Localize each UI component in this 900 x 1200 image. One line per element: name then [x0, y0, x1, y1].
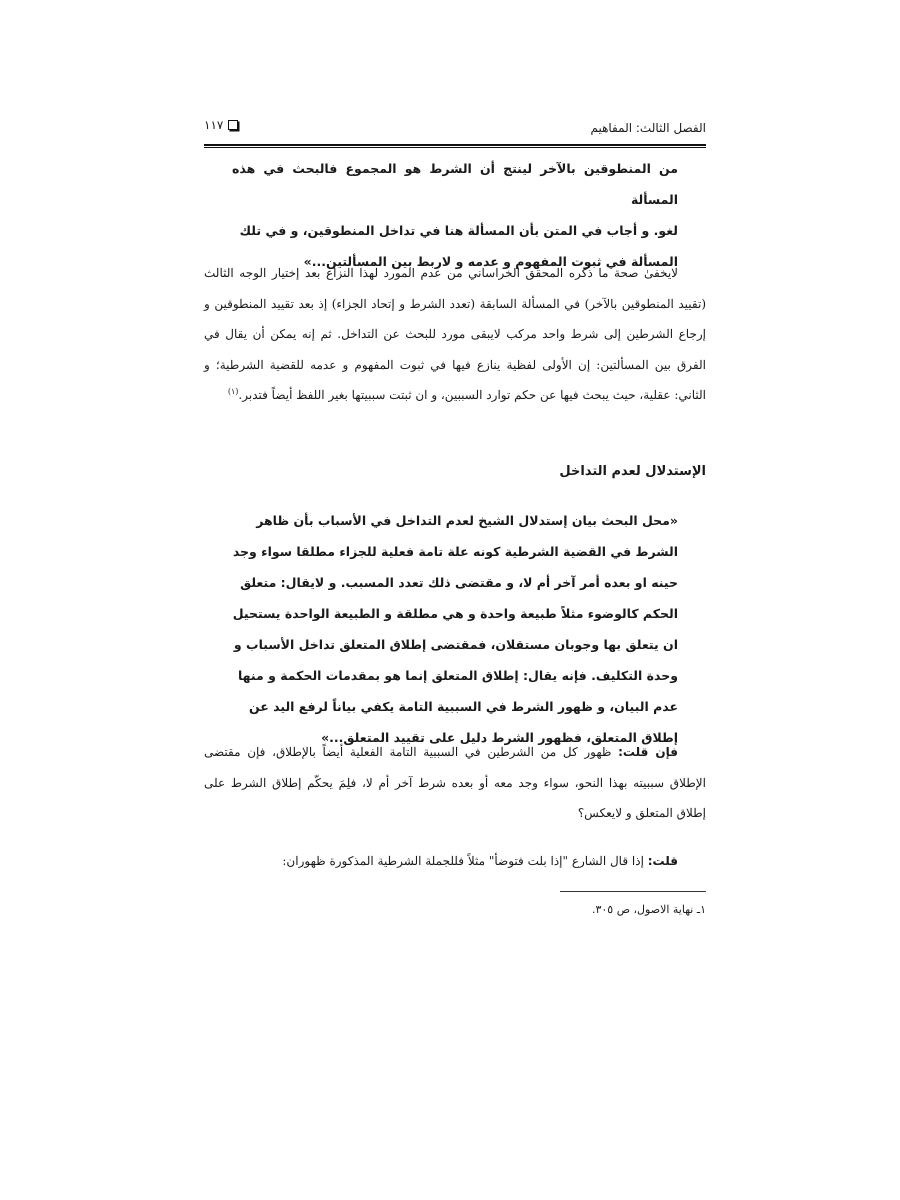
- objection-text: ظهور كل من الشرطين في السببية التامة الفعلية أيضاً بالإطلاق، فإن مقتضى الإطلاق سببيته بهذا النحو، سواء وجد معه أو بعده شرط آخر أم لا، فلِمَ يحكّم إطلاق الشرط على إطلاق المتعلق و لايعكس؟: [204, 745, 706, 820]
- footnote-divider: [560, 891, 706, 892]
- footnote: ١ـ نهاية الاصول، ص ٣٠٥.: [591, 903, 706, 916]
- reply-lead: قلت:: [647, 854, 678, 868]
- quote-main-line: عدم البيان، و ظهور الشرط في السببية التامة يكفي بياناً لرفع اليد عن: [249, 699, 678, 714]
- running-header: [204, 110, 706, 146]
- section-heading: الإستدلال لعدم التداخل: [559, 464, 706, 479]
- quote-main-line: الحكم كالوضوء مثلاً طبيعة واحدة و هي مطلقة و الطبيعة الواحدة يستحيل: [232, 606, 678, 621]
- quote-main-line: وحدة التكليف. فإنه يقال: إطلاق المتعلق إنما هو بمقدمات الحكمة و منها: [237, 668, 678, 683]
- page-number: ١١٧: [204, 118, 224, 132]
- reply-text: إذا قال الشارع "إذا بلت فتوضأ" مثلاً فللجملة الشرطية المذكورة ظهوران:: [282, 854, 644, 868]
- objection-paragraph: [204, 737, 706, 829]
- quote-main: [204, 505, 706, 753]
- quote-top-line: من المنطوقين بالآخر لينتج أن الشرط هو المجموع فالبحث في هذه المسألة: [232, 161, 678, 207]
- quote-main-line: حينه او بعده أمر آخر أم لا، و مقتضى ذلك تعدد المسبب. و لايقال: متعلق: [240, 575, 678, 590]
- quote-main-line: «محل البحث بيان إستدلال الشيخ لعدم التداخل في الأسباب بأن ظاهر: [256, 513, 678, 528]
- footnote-marker: (١): [227, 387, 239, 396]
- objection-lead: فإن قلت:: [618, 745, 678, 759]
- book-page: [204, 110, 706, 1150]
- quote-main-line: الشرط في القضية الشرطية كونه علة تامة فعلية للجزاء مطلقا سواء وجد: [232, 544, 678, 559]
- chapter-title: الفصل الثالث: المفاهيم: [590, 121, 706, 135]
- quote-top-line: لغو. و أجاب في المتن بأن المسألة هنا في تداخل المنطوقين، و في تلك: [239, 223, 678, 238]
- commentary-paragraph: [204, 258, 706, 411]
- reply-paragraph: [204, 846, 706, 877]
- quote-top-line: المسألة في ثبوت المفهوم و عدمه و لاربط بين المسألتين...»: [303, 254, 678, 269]
- square-box-icon: [228, 120, 238, 130]
- commentary-text: [204, 258, 706, 411]
- quote-main-line: ان يتعلق بها وجوبان مستقلان، فمقتضى إطلاق المتعلق تداخل الأسباب و: [233, 637, 678, 652]
- page-number-group: [204, 118, 238, 132]
- header-divider: [204, 144, 706, 148]
- commentary-body: لايخفىٰ صحة ما ذكره المحقق الخراساني من عدم المورد لهذا النزاع بعد إختيار الوجه الثالث (تقييد المنطوقين بالآخر) في المسألة السابقة (تعدد الشرط و إتحاد الجزاء) إذ بعد تقييد المنطوقين و إرجاع الشرطين إلى شرط واحد مركب لايبقى مورد للبحث عن التداخل. ثم إنه يمكن أن يقال في الفرق بين المسألتين: إن الأولى لفظية ينازع فيها في ثبوت المفهوم و عدمه للقضية الشرطية؛ و الثاني: عقلية، حيث يبحث فيها عن حكم توارد السببين، و ان ثبتت سببيتها بغير اللفظ أيضاً فتدبر.: [204, 266, 706, 402]
- reply-text-wrap: [204, 846, 706, 877]
- objection-text-wrap: [204, 737, 706, 829]
- quote-main-line: إطلاق المتعلق، فظهور الشرط دليل على تقييد المتعلق...»: [321, 730, 678, 745]
